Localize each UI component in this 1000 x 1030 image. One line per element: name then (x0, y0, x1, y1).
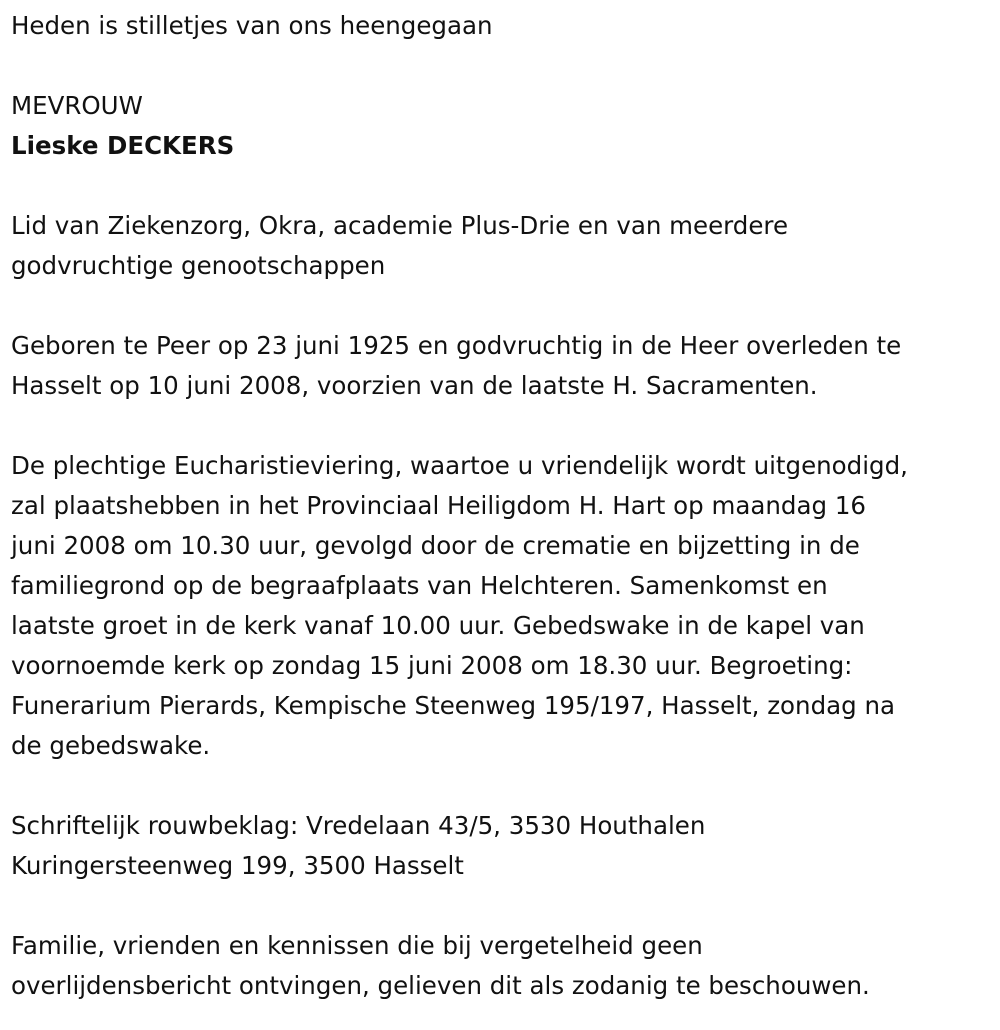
ceremony-line: De plechtige Eucharistieviering, waartoe u vriendelijk wordt uitgenodigd, (11, 451, 908, 480)
ceremony-line: laatste groet in de kerk vanaf 10.00 uur. Gebedswake in de kapel van (11, 611, 865, 640)
deceased-name: Lieske DECKERS (11, 131, 235, 160)
honorific: MEVROUW (11, 91, 143, 120)
membership-paragraph (11, 206, 996, 286)
spacer (11, 886, 996, 926)
birth-death-line: Hasselt op 10 juni 2008, voorzien van de laatste H. Sacramenten. (11, 371, 818, 400)
spacer (11, 286, 996, 326)
condolences-line: Schriftelijk rouwbeklag: Vredelaan 43/5, 3530 Houthalen (11, 811, 706, 840)
ceremony-line: juni 2008 om 10.30 uur, gevolgd door de crematie en bijzetting in de (11, 531, 860, 560)
birth-death-paragraph (11, 326, 996, 406)
obituary-document (11, 6, 996, 1006)
ceremony-line: Funerarium Pierards, Kempische Steenweg 195/197, Hasselt, zondag na (11, 691, 896, 720)
condolences-paragraph (11, 806, 996, 886)
ceremony-line: familiegrond op de begraafplaats van Helchteren. Samenkomst en (11, 571, 828, 600)
membership-line: godvruchtige genootschappen (11, 251, 386, 280)
intro-text: Heden is stilletjes van ons heengegaan (11, 11, 493, 40)
ceremony-line: zal plaatshebben in het Provinciaal Heiligdom H. Hart op maandag 16 (11, 491, 866, 520)
spacer (11, 166, 996, 206)
ceremony-line: de gebedswake. (11, 731, 211, 760)
birth-death-line: Geboren te Peer op 23 juni 1925 en godvruchtig in de Heer overleden te (11, 331, 902, 360)
ceremony-line: voornoemde kerk op zondag 15 juni 2008 om 18.30 uur. Begroeting: (11, 651, 853, 680)
closing-line: overlijdensbericht ontvingen, gelieven dit als zodanig te beschouwen. (11, 971, 870, 1000)
closing-line: Familie, vrienden en kennissen die bij vergetelheid geen (11, 931, 703, 960)
condolences-line: Kuringersteenweg 199, 3500 Hasselt (11, 851, 464, 880)
spacer (11, 46, 996, 86)
spacer (11, 406, 996, 446)
closing-paragraph (11, 926, 996, 1006)
membership-line: Lid van Ziekenzorg, Okra, academie Plus-Drie en van meerdere (11, 211, 789, 240)
ceremony-paragraph (11, 446, 996, 766)
spacer (11, 766, 996, 806)
